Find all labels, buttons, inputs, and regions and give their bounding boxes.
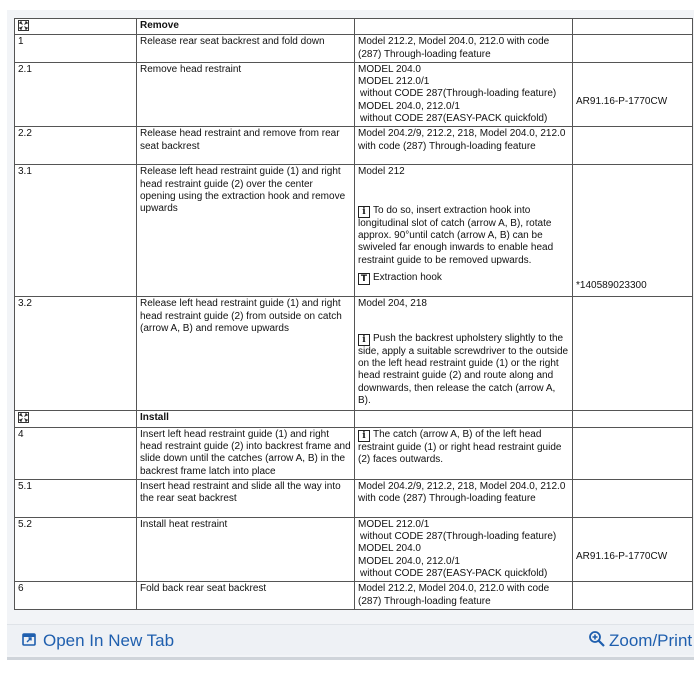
model-applicability — [355, 165, 573, 297]
model-line: without CODE 287(EASY-PACK quickfold) — [360, 568, 548, 580]
model-applicability — [355, 517, 573, 581]
reference-cell — [573, 165, 693, 297]
note-text: Push the backrest upholstery slightly to the side, apply a suitable screwdriver to the outside on the left head restraint guide (1) or the right head restraint guide (2) and route along and downwards, then release the catch (arrow A, B). — [358, 332, 569, 406]
note-text: The catch (arrow A, B) of the left head restraint guide (1) or right head restraint guide (2) faces outwards. — [358, 428, 562, 465]
table-row — [15, 165, 693, 297]
model-applicability: Model 204.2/9, 212.2, 218, Model 204.0, 212.0 with code (287) Through-loading feature — [355, 127, 573, 165]
table-row — [15, 517, 693, 581]
note-block — [358, 429, 569, 467]
step-description: Release left head restraint guide (1) and right head restraint guide (2) from outside on catch (arrow A, B) and remove upwards — [137, 297, 355, 411]
zoom-magnifier-icon — [588, 630, 606, 653]
step-description: Release rear seat backrest and fold down — [137, 35, 355, 63]
model-line: without CODE 287(EASY-PACK quickfold) — [360, 113, 548, 125]
reference-cell — [573, 297, 693, 411]
model-line: Model 212 — [358, 166, 405, 178]
section-header-install — [15, 411, 693, 427]
section-icon-cell — [15, 19, 137, 35]
model-line: without CODE 287(Through-loading feature) — [360, 88, 557, 100]
model-applicability: Model 204.2/9, 212.2, 218, Model 204.0, 212.0 with code (287) Through-loading feature — [355, 479, 573, 517]
section-empty — [355, 411, 573, 427]
step-description: Release head restraint and remove from rear seat backrest — [137, 127, 355, 165]
model-line: without CODE 287(Through-loading feature) — [360, 531, 557, 543]
table-row — [15, 127, 693, 165]
table-row — [15, 35, 693, 63]
open-in-new-tab-button[interactable] — [21, 630, 174, 652]
info-icon: i — [358, 206, 370, 218]
step-number: 5.2 — [15, 517, 137, 581]
note-block — [358, 205, 569, 267]
reference-cell — [573, 582, 693, 610]
model-line: MODEL 204.0 — [358, 543, 421, 555]
section-title-install: Install — [137, 411, 355, 427]
open-in-new-tab-label: Open In New Tab — [43, 631, 175, 650]
zoom-print-label: Zoom/Print — [609, 631, 693, 650]
step-number: 5.1 — [15, 479, 137, 517]
procedure-table — [14, 18, 693, 610]
model-applicability — [355, 297, 573, 411]
footer-bar — [7, 624, 694, 655]
model-applicability: Model 212.2, Model 204.0, 212.0 with code (287) Through-loading feature — [355, 582, 573, 610]
expand-arrows-icon[interactable] — [18, 412, 29, 423]
table-row — [15, 582, 693, 610]
section-icon-cell — [15, 411, 137, 427]
step-number: 2.2 — [15, 127, 137, 165]
footer-divider — [7, 657, 694, 660]
model-applicability — [355, 62, 573, 126]
model-line: MODEL 212.0/1 — [358, 518, 430, 530]
reference-link[interactable]: AR91.16-P-1770CW — [576, 96, 668, 108]
step-description: Insert left head restraint guide (1) and right head restraint guide (2) into backrest frame and slide down until the catches (arrow A, B) in the backrest frame latch into place — [137, 427, 355, 479]
model-applicability — [355, 427, 573, 479]
reference-cell — [573, 427, 693, 479]
reference-link[interactable]: AR91.16-P-1770CW — [576, 551, 668, 563]
reference-cell — [573, 62, 693, 126]
step-description: Release left head restraint guide (1) and right head restraint guide (2) over the center opening using the extraction hook and remove upwards — [137, 165, 355, 297]
reference-cell — [573, 517, 693, 581]
model-line: Model 204, 218 — [358, 298, 427, 310]
open-new-tab-icon — [21, 631, 37, 652]
note-text: To do so, insert extraction hook into longitudinal slot of catch (arrow A, B), rotate approx. 90°until catch (arrow A, B) can be swiveled far enough inwards to enable head restraint guide to be removed upwards. — [358, 204, 554, 266]
section-title-remove: Remove — [137, 19, 355, 35]
reference-cell — [573, 479, 693, 517]
model-applicability: Model 212.2, Model 204.0, 212.0 with code (287) Through-loading feature — [355, 35, 573, 63]
model-line: MODEL 204.0, 212.0/1 — [358, 100, 460, 112]
model-line: MODEL 212.0/1 — [358, 76, 430, 88]
step-description: Insert head restraint and slide all the way into the rear seat backrest — [137, 479, 355, 517]
step-description: Remove head restraint — [137, 62, 355, 126]
note-block — [358, 333, 569, 407]
step-number: 1 — [15, 35, 137, 63]
table-row — [15, 479, 693, 517]
step-number: 3.2 — [15, 297, 137, 411]
step-description: Fold back rear seat backrest — [137, 582, 355, 610]
step-number: 6 — [15, 582, 137, 610]
step-number: 4 — [15, 427, 137, 479]
section-empty — [573, 19, 693, 35]
section-empty — [573, 411, 693, 427]
reference-link[interactable]: *140589023300 — [576, 280, 647, 292]
section-empty — [355, 19, 573, 35]
table-row — [15, 427, 693, 479]
info-icon: i — [358, 430, 370, 442]
table-row — [15, 62, 693, 126]
table-row — [15, 297, 693, 411]
model-line: MODEL 204.0, 212.0/1 — [358, 555, 460, 567]
tool-text: Extraction hook — [373, 271, 442, 283]
zoom-print-button[interactable] — [588, 630, 692, 652]
step-number: 2.1 — [15, 62, 137, 126]
step-description: Install heat restraint — [137, 517, 355, 581]
info-icon: i — [358, 334, 370, 346]
reference-cell — [573, 35, 693, 63]
step-number: 3.1 — [15, 165, 137, 297]
expand-arrows-icon[interactable] — [18, 20, 29, 31]
reference-cell — [573, 127, 693, 165]
wrench-tool-icon: T — [358, 273, 370, 285]
section-header-remove — [15, 19, 693, 35]
tool-block — [358, 272, 569, 285]
model-line: MODEL 204.0 — [358, 63, 421, 75]
